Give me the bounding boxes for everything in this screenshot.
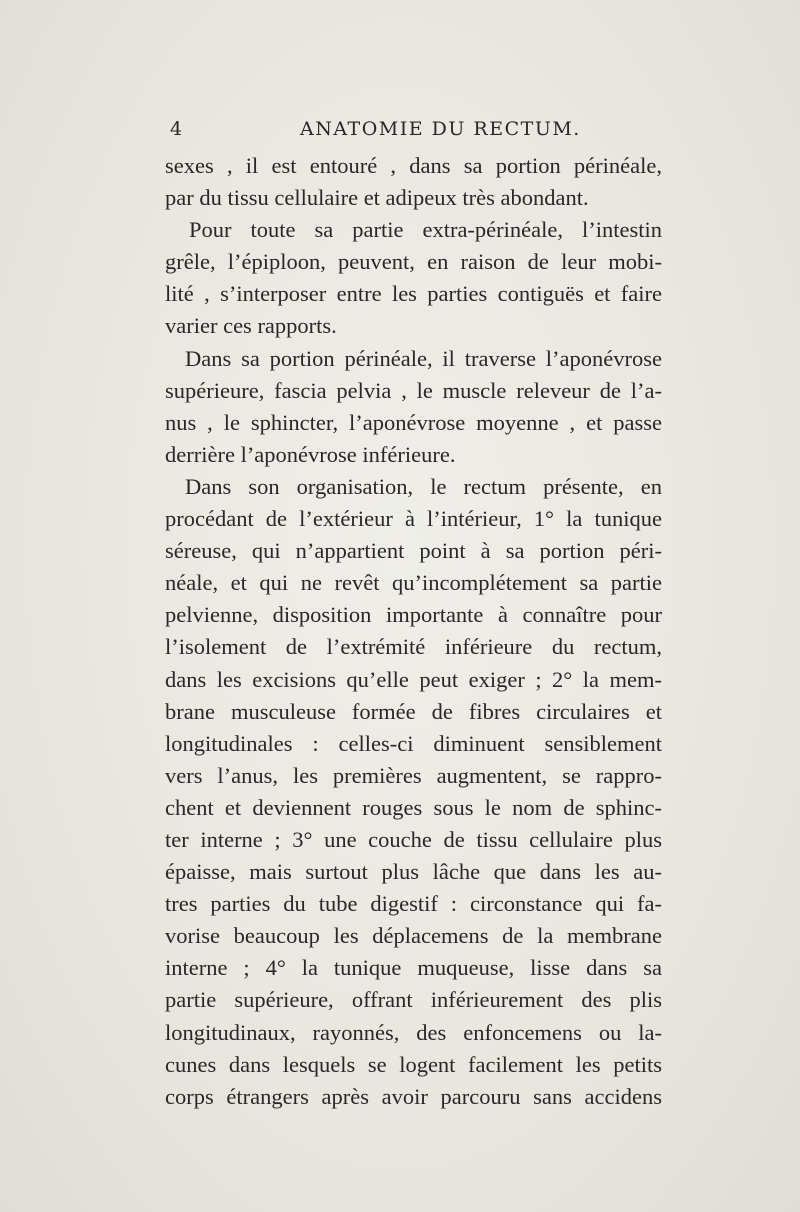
page-header [170, 118, 670, 144]
body-text [165, 150, 662, 1113]
text-line: procédant de l’extérieur à l’intérieur, 1° la tunique [165, 506, 662, 532]
text-line: l’isolement de l’extrémité inférieure du rectum, [165, 634, 662, 660]
text-line: Pour toute sa partie extra-périnéale, l’intestin [189, 217, 662, 243]
text-line: supérieure, fascia pelvia , le muscle releveur de l’a- [165, 377, 662, 403]
text-line: lité , s’interposer entre les parties contiguës et faire [165, 281, 662, 307]
text-line: cunes dans lesquels se logent facilement les petits [165, 1051, 662, 1077]
text-line: longitudinaux, rayonnés, des enfoncemens ou la- [165, 1019, 662, 1045]
text-line: séreuse, qui n’appartient point à sa portion péri- [165, 538, 662, 564]
text-line: dans les excisions qu’elle peut exiger ; 2° la mem- [165, 666, 662, 692]
paragraph [165, 150, 662, 214]
paragraph [165, 343, 662, 471]
text-line: corps étrangers après avoir parcouru sans accidens [165, 1083, 662, 1109]
text-line: pelvienne, disposition importante à connaître pour [165, 602, 662, 628]
page-number: 4 [170, 118, 184, 140]
text-line: ter interne ; 3° une couche de tissu cellulaire plus [165, 826, 662, 852]
paragraph [165, 214, 662, 342]
text-line: partie supérieure, offrant inférieurement des plis [165, 987, 662, 1013]
text-line: derrière l’aponévrose inférieure. [165, 441, 456, 467]
text-line: brane musculeuse formée de fibres circulaires et [165, 698, 662, 724]
text-line: grêle, l’épiploon, peuvent, en raison de leur mobi- [165, 249, 662, 275]
text-line: néale, et qui ne revêt qu’incomplétement sa partie [165, 570, 662, 596]
text-line: Dans son organisation, le rectum présente, en [185, 473, 662, 499]
text-line: tres parties du tube digestif : circonstance qui fa- [165, 891, 662, 917]
text-line: chent et deviennent rouges sous le nom de sphinc- [165, 794, 662, 820]
text-line: longitudinales : celles-ci diminuent sensiblement [165, 730, 662, 756]
running-title: ANATOMIE DU RECTUM. [300, 118, 581, 140]
text-line: Dans sa portion périnéale, il traverse l’aponévrose [185, 345, 662, 371]
text-line: vorise beaucoup les déplacemens de la membrane [165, 923, 662, 949]
text-line: vers l’anus, les premières augmentent, se rappro- [165, 762, 662, 788]
text-line: sexes , il est entouré , dans sa portion périnéale, [165, 153, 662, 178]
text-line: interne ; 4° la tunique muqueuse, lisse dans sa [165, 955, 662, 981]
paragraph [165, 471, 662, 1113]
text-line: épaisse, mais surtout plus lâche que dans les au- [165, 859, 662, 885]
text-line: nus , le sphincter, l’aponévrose moyenne , et passe [165, 409, 662, 435]
text-line: varier ces rapports. [165, 313, 337, 339]
text-line: par du tissu cellulaire et adipeux très abondant. [165, 185, 589, 211]
